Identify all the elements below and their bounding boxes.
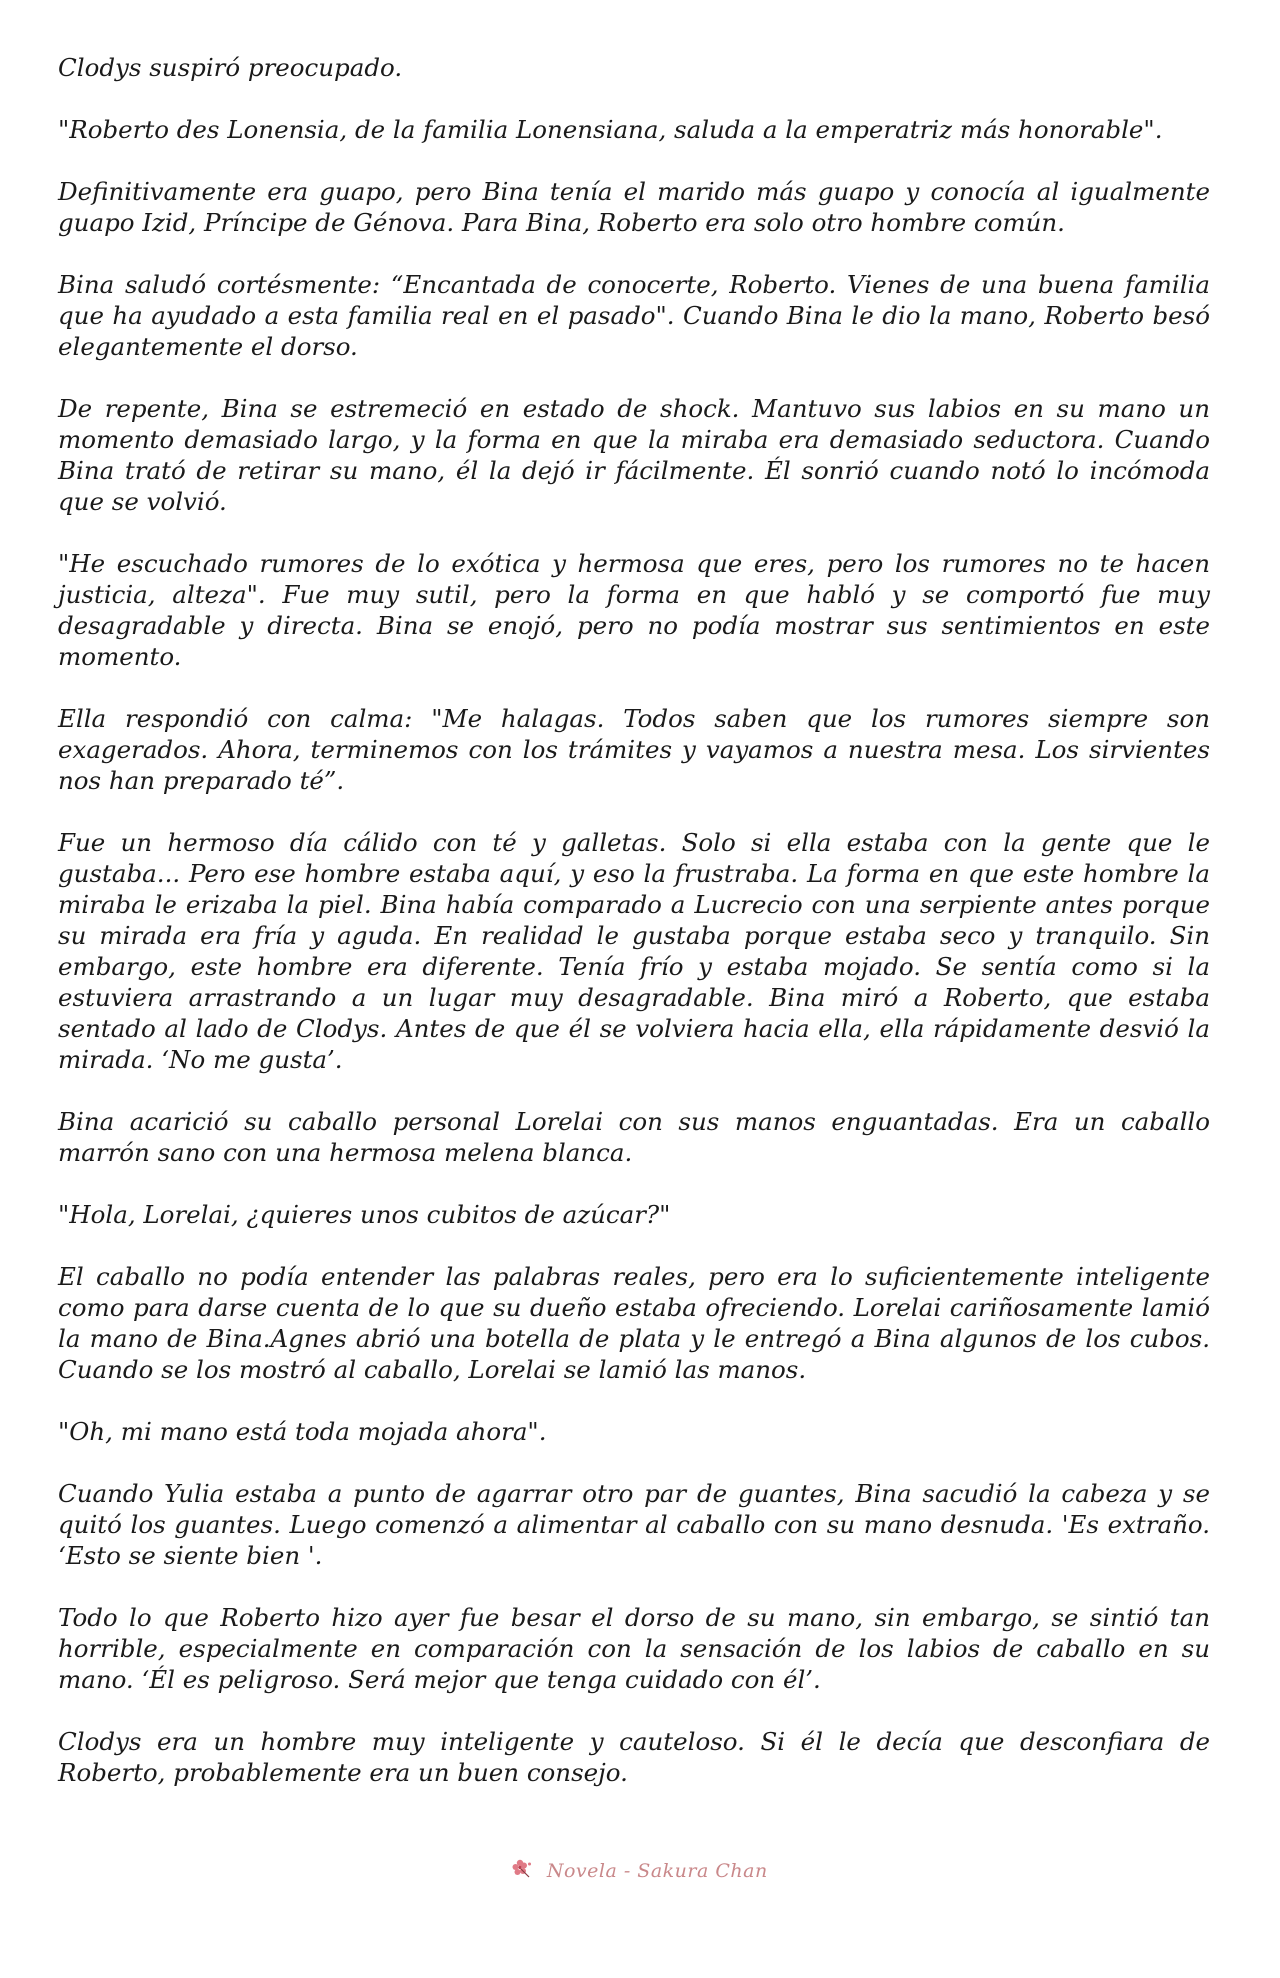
paragraph: Bina saludó cortésmente: “Encantada de conocerte, Roberto. Vienes de una buena familia que ha ayudado a esta familia real en el pasado". Cuando Bina le dio la mano, Roberto besó elegantemente el dorso. [58, 270, 1210, 361]
paragraph: "Oh, mi mano está toda mojada ahora". [58, 1417, 547, 1446]
document-body [58, 52, 1210, 1788]
watermark-text: Novela - Sakura Chan [546, 1860, 768, 1882]
paragraph: "Roberto des Lonensia, de la familia Lonensiana, saluda a la emperatriz más honorable". [58, 115, 1163, 144]
watermark [0, 1858, 1280, 1882]
paragraph: Clodys suspiró preocupado. [58, 53, 403, 82]
sakura-flower-icon [512, 1858, 534, 1880]
paragraph: Bina acarició su caballo personal Lorelai con sus manos enguantadas. Era un caballo marrón sano con una hermosa melena blanca. [58, 1107, 1210, 1167]
paragraph: De repente, Bina se estremeció en estado de shock. Mantuvo sus labios en su mano un momento demasiado largo, y la forma en que la miraba era demasiado seductora. Cuando Bina trató de retirar su mano, él la dejó ir fácilmente. Él sonrió cuando notó lo incómoda que se volvió. [58, 394, 1210, 516]
paragraph: Todo lo que Roberto hizo ayer fue besar el dorso de su mano, sin embargo, se sintió tan horrible, especialmente en comparación con la sensación de los labios de caballo en su mano. ‘Él es peligroso. Será mejor que tenga cuidado con él’. [58, 1603, 1210, 1694]
paragraph: Ella respondió con calma: "Me halagas. Todos saben que los rumores siempre son exagerados. Ahora, terminemos con los trámites y vayamos a nuestra mesa. Los sirvientes nos han preparado té”. [58, 704, 1210, 795]
paragraph: El caballo no podía entender las palabras reales, pero era lo suficientemente inteligente como para darse cuenta de lo que su dueño estaba ofreciendo. Lorelai cariñosamente lamió la mano de Bina.Agnes abrió una botella de plata y le entregó a Bina algunos de los cubos. Cuando se los mostró al caballo, Lorelai se lamió las manos. [58, 1262, 1210, 1384]
paragraph: "He escuchado rumores de lo exótica y hermosa que eres, pero los rumores no te hacen justicia, alteza". Fue muy sutil, pero la forma en que habló y se comportó fue muy desagradable y directa. Bina se enojó, pero no podía mostrar sus sentimientos en este momento. [58, 549, 1210, 671]
paragraph: Fue un hermoso día cálido con té y galletas. Solo si ella estaba con la gente que le gustaba... Pero ese hombre estaba aquí, y eso la frustraba. La forma en que este hombre la miraba le erizaba la piel. Bina había comparado a Lucrecio con una serpiente antes porque su mirada era fría y aguda. En realidad le gustaba porque estaba seco y tranquilo. Sin embargo, este hombre era diferente. Tenía frío y estaba mojado. Se sentía como si la estuviera arrastrando a un lugar muy desagradable. Bina miró a Roberto, que estaba sentado al lado de Clodys. Antes de que él se volviera hacia ella, ella rápidamente desvió la mirada. ‘No me gusta’. [58, 828, 1210, 1074]
paragraph: Cuando Yulia estaba a punto de agarrar otro par de guantes, Bina sacudió la cabeza y se quitó los guantes. Luego comenzó a alimentar al caballo con su mano desnuda. 'Es extraño. ‘Esto se siente bien '. [58, 1479, 1210, 1570]
paragraph: "Hola, Lorelai, ¿quieres unos cubitos de azúcar?" [58, 1200, 671, 1229]
paragraph: Definitivamente era guapo, pero Bina tenía el marido más guapo y conocía al igualmente guapo Izid, Príncipe de Génova. Para Bina, Roberto era solo otro hombre común. [58, 177, 1210, 237]
paragraph: Clodys era un hombre muy inteligente y cauteloso. Si él le decía que desconfiara de Roberto, probablemente era un buen consejo. [58, 1727, 1210, 1787]
